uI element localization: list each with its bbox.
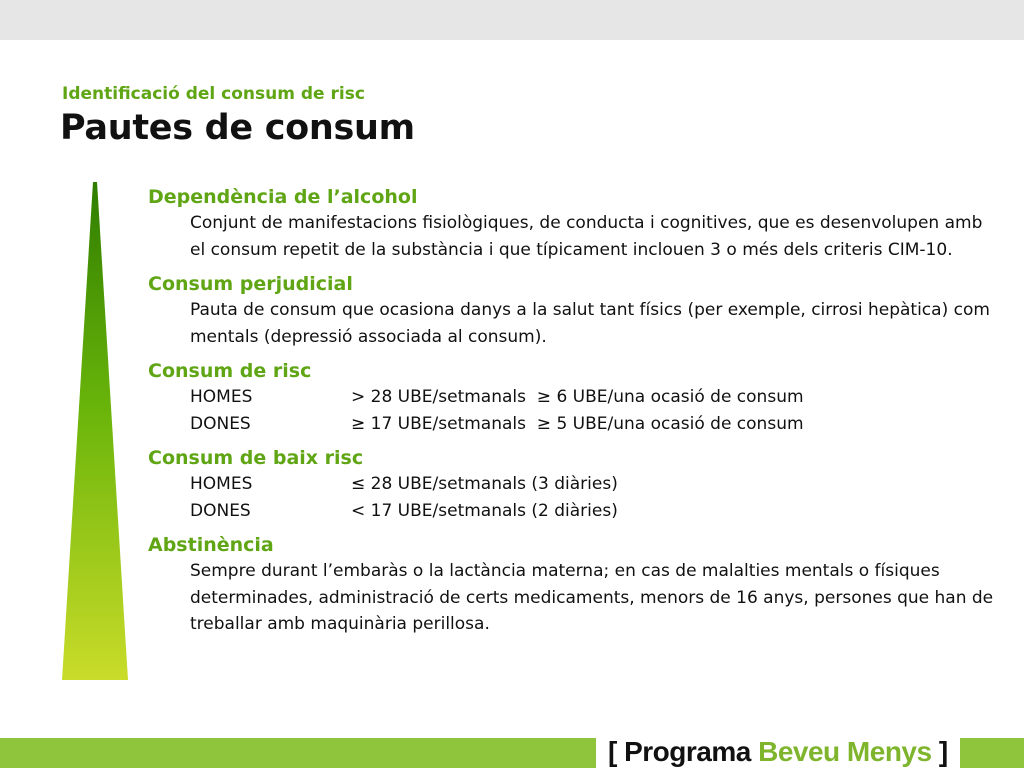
row-label: HOMES — [190, 474, 253, 494]
row-label: HOMES — [190, 387, 253, 407]
section-abstinencia — [148, 532, 998, 638]
section-heading: Abstinència — [148, 534, 274, 556]
section-heading: Consum perjudicial — [148, 273, 353, 295]
section-text: Conjunt de manifestacions fisiològiques, de conducta i cognitives, que es desenvolupen amb el consum repetit de la substància i que típicament inclouen 3 o més dels criteris CIM-10. — [190, 213, 983, 260]
criteria-row — [190, 411, 998, 438]
section-heading: Consum de baix risc — [148, 447, 364, 469]
section-dependencia — [148, 184, 998, 263]
logo-text-programa: Programa — [624, 736, 751, 767]
section-text: Sempre durant l’embaràs o la lactància materna; en cas de malalties mentals o físiques determinades, administració de certs medicaments, menors de 16 anys, persones que han de treballar amb maquinària perillosa. — [190, 561, 994, 634]
section-heading: Consum de risc — [148, 360, 312, 382]
definitions-list — [148, 184, 998, 646]
criteria-row — [190, 498, 998, 525]
slide-subtitle: Identificació del consum de risc — [62, 84, 365, 104]
row-value: ≤ 28 UBE/setmanals (3 diàries) — [351, 474, 618, 494]
row-label: DONES — [190, 500, 251, 521]
risk-gradient-triangle — [60, 182, 130, 680]
row-value: > 28 UBE/setmanals ≥ 6 UBE/una ocasió de consum — [351, 387, 804, 407]
logo-bracket-open: [ — [608, 736, 617, 767]
section-consum-risc — [148, 358, 998, 437]
criteria-row — [190, 471, 998, 498]
section-heading: Dependència de l’alcohol — [148, 186, 418, 208]
criteria-row — [190, 384, 998, 411]
section-text: Pauta de consum que ocasiona danys a la salut tant físics (per exemple, cirrosi hepàtica) com mentals (depressió associada al consum). — [190, 300, 990, 347]
program-logo — [596, 735, 960, 768]
section-perjudicial — [148, 271, 998, 350]
row-value: < 17 UBE/setmanals (2 diàries) — [351, 500, 618, 521]
section-baix-risc — [148, 445, 998, 524]
row-label: DONES — [190, 413, 251, 434]
slide-title: Pautes de consum — [60, 108, 415, 148]
logo-bracket-close: ] — [938, 736, 948, 767]
row-value: ≥ 17 UBE/setmanals ≥ 5 UBE/una ocasió de consum — [351, 413, 804, 434]
logo-text-beveu-menys: Beveu Menys — [758, 736, 932, 767]
top-band — [0, 0, 1024, 40]
